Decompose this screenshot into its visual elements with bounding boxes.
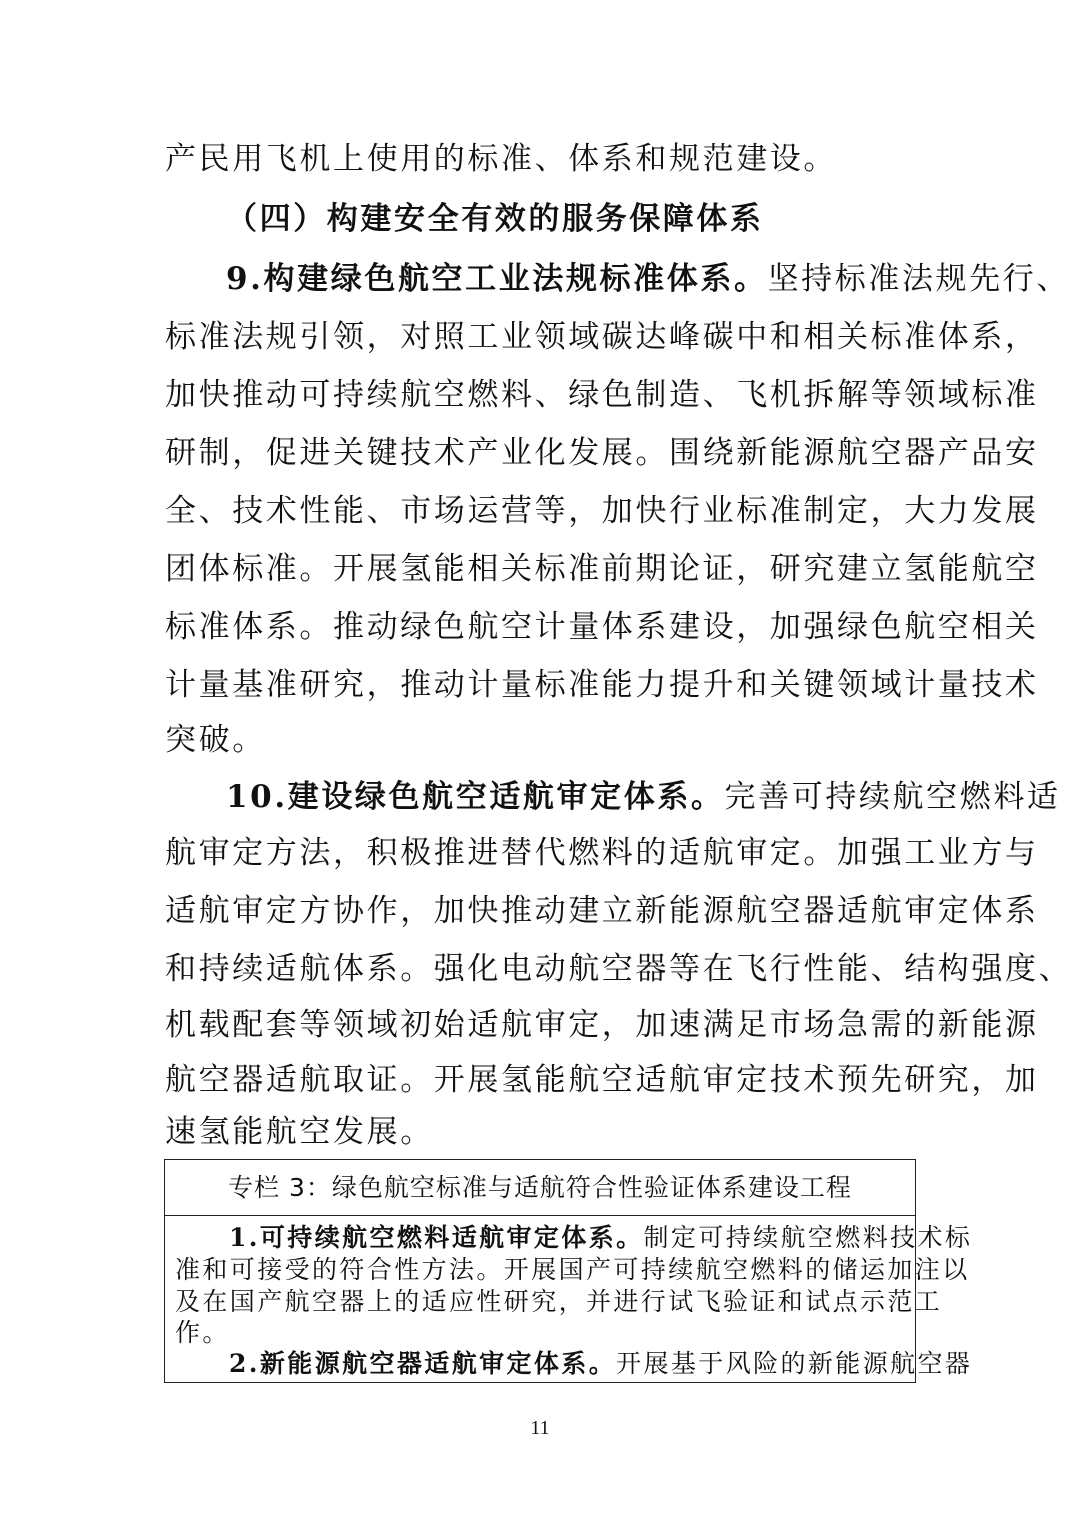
paragraph-line bbox=[165, 1005, 1039, 1045]
page-number: 11 bbox=[530, 1417, 550, 1439]
paragraph-line bbox=[165, 607, 1039, 647]
box-line bbox=[175, 1286, 943, 1318]
box-line-text: 作。 bbox=[175, 1318, 230, 1347]
line-text: 标准法规引领，对照工业领域碳达峰碳中和相关标准体系， bbox=[165, 319, 1039, 355]
box-item-heading: 1.可持续航空燃料适航审定体系。 bbox=[229, 1223, 644, 1252]
box-line bbox=[229, 1222, 973, 1254]
paragraph-line bbox=[165, 317, 1039, 357]
box-line-text: 开展基于风险的新能源航空器 bbox=[616, 1349, 973, 1378]
paragraph-line bbox=[165, 1060, 1039, 1100]
box-line-text: 制定可持续航空燃料技术标 bbox=[643, 1223, 973, 1252]
section-heading bbox=[226, 199, 926, 239]
box-line bbox=[175, 1254, 970, 1286]
paragraph-line bbox=[165, 949, 1073, 989]
paragraph-line bbox=[226, 777, 1061, 817]
box-line-text: 准和可接受的符合性方法。开展国产可持续航空燃料的储运加注以 bbox=[175, 1255, 970, 1284]
line-text: 全、技术性能、市场运营等，加快行业标准制定，大力发展 bbox=[165, 493, 1039, 529]
line-text: 和持续适航体系。强化电动航空器等在飞行性能、结构强度、 bbox=[165, 951, 1073, 987]
line-text: 适航审定方协作，加快推动建立新能源航空器适航审定体系 bbox=[165, 893, 1039, 929]
line-text: 产民用飞机上使用的标准、体系和规范建设。 bbox=[165, 141, 837, 177]
box-line bbox=[175, 1317, 909, 1349]
paragraph-line bbox=[165, 665, 1039, 705]
line-text: 计量基准研究，推动计量标准能力提升和关键领域计量技术 bbox=[165, 667, 1039, 703]
line-text: 突破。 bbox=[165, 722, 266, 758]
paragraph-line bbox=[165, 549, 1039, 589]
line-text: 航空器适航取证。开展氢能航空适航审定技术预先研究，加 bbox=[165, 1062, 1039, 1098]
item-heading: 10.建设绿色航空适航审定体系。 bbox=[226, 779, 725, 815]
line-text: 研制，促进关键技术产业化发展。围绕新能源航空器产品安 bbox=[165, 435, 1039, 471]
paragraph-line bbox=[165, 1112, 925, 1152]
paragraph-line bbox=[165, 433, 1039, 473]
paragraph-line bbox=[165, 891, 1039, 931]
paragraph-line bbox=[165, 139, 925, 179]
box-item-heading: 2.新能源航空器适航审定体系。 bbox=[229, 1349, 617, 1378]
line-text: 团体标准。开展氢能相关标准前期论证，研究建立氢能航空 bbox=[165, 551, 1039, 587]
section-heading-text: （四）构建安全有效的服务保障体系 bbox=[226, 201, 764, 237]
line-text: 加快推动可持续航空燃料、绿色制造、飞机拆解等领域标准 bbox=[165, 377, 1039, 413]
line-text: 速氢能航空发展。 bbox=[165, 1114, 434, 1150]
line-text: 航审定方法，积极推进替代燃料的适航审定。加强工业方与 bbox=[165, 835, 1039, 871]
box-line bbox=[229, 1348, 973, 1380]
paragraph-line bbox=[165, 491, 1039, 531]
paragraph-line bbox=[226, 259, 1070, 299]
box-title: 专栏 3：绿色航空标准与适航符合性验证体系建设工程 bbox=[165, 1160, 915, 1216]
line-text: 坚持标准法规先行、 bbox=[767, 261, 1070, 297]
line-text: 机载配套等领域初始适航审定，加速满足市场急需的新能源 bbox=[165, 1007, 1039, 1043]
paragraph-line bbox=[165, 375, 1039, 415]
line-text: 完善可持续航空燃料适 bbox=[724, 779, 1061, 815]
line-text: 标准体系。推动绿色航空计量体系建设，加强绿色航空相关 bbox=[165, 609, 1039, 645]
box-line-text: 及在国产航空器上的适应性研究，并进行试飞验证和试点示范工 bbox=[175, 1287, 943, 1316]
special-column-box bbox=[164, 1159, 973, 1383]
paragraph-line bbox=[165, 833, 1039, 873]
paragraph-line bbox=[165, 720, 925, 760]
item-heading: 9.构建绿色航空工业法规标准体系。 bbox=[226, 261, 768, 297]
